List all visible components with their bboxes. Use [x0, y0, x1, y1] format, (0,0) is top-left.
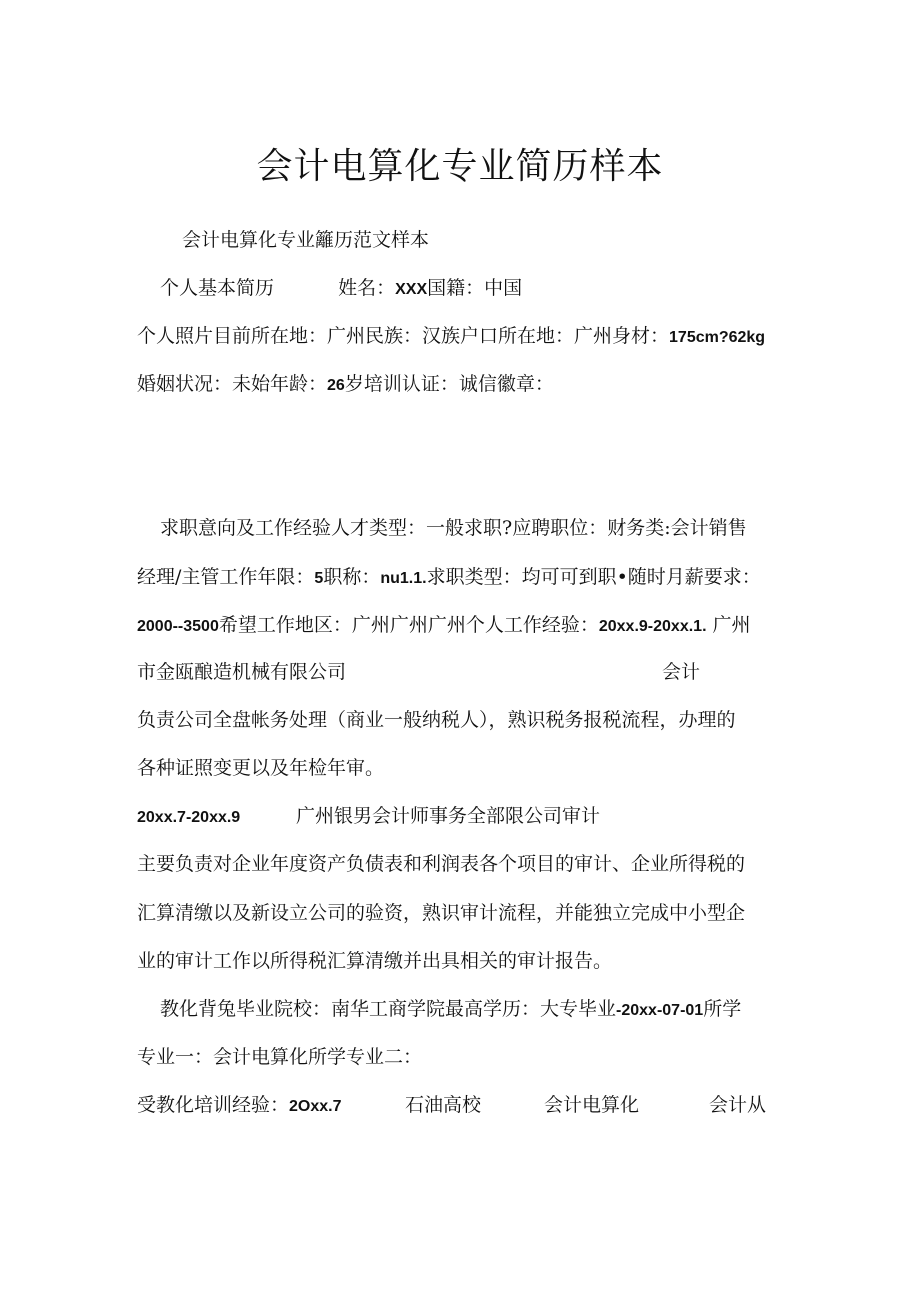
name-prefix: 姓名：	[338, 277, 396, 299]
subtitle: 会计电算化专业籬历范文样本	[182, 229, 430, 251]
marriage-line	[137, 372, 554, 398]
basic-label: 个人基本简历	[160, 277, 275, 299]
duty-1-line-2: 各种证照变更以及年检年审。	[137, 757, 385, 779]
grad-date: -20xx-07-01	[616, 1002, 704, 1019]
document-title: 会计电算化专业简历样本	[256, 146, 664, 187]
age-value: 26	[327, 377, 345, 394]
job-line-2a: 经理/主管工作年限：	[137, 566, 315, 588]
period-2-line	[137, 804, 240, 830]
title-code: nu1.1.	[380, 570, 427, 587]
training-school: 石油高校	[405, 1094, 482, 1116]
duty-1-line-1: 负责公司全盘帐务处理（商业一般纳税人），熟识税务报税流程，办理的	[137, 709, 736, 731]
education-line-1b: 所学	[703, 998, 742, 1020]
marriage-text-b: 岁培训认证：诚信徽章：	[344, 373, 554, 395]
job-line-3b: 广州	[706, 614, 751, 636]
training-cert: 会计从	[709, 1094, 767, 1116]
company-2: 广州银男会计师事务全部限公司审计	[296, 805, 601, 827]
company-1: 市金瓯酿造机械有限公司	[137, 661, 347, 683]
training-line	[137, 1093, 342, 1119]
height-weight: 175cm?62kg	[669, 329, 766, 346]
period-1: 20xx.9-20xx.1.	[598, 618, 707, 635]
job-line-2	[137, 565, 761, 591]
position-1: 会计	[662, 661, 701, 683]
basic-info-line	[160, 276, 522, 302]
photo-location-line	[137, 324, 765, 350]
job-line-2b: 职称：	[323, 566, 381, 588]
job-line-2c: 求职类型：均可可到职•随时月薪要求：	[426, 566, 761, 588]
nationality: 国籍：中国	[427, 277, 523, 299]
education-line-2: 专业一：会计电算化所学专业二：	[137, 1046, 423, 1068]
duty-2-line-3: 业的审计工作以所得税汇算清缴并出具相关的审计报告。	[137, 950, 613, 972]
education-line-1	[160, 997, 741, 1023]
training-date: 2Oxx.7	[289, 1098, 342, 1115]
job-line-3a: 希望工作地区：广州广州广州个人工作经验：	[218, 614, 599, 636]
training-label: 受教化培训经验：	[137, 1094, 290, 1116]
duty-2-line-2: 汇算清缴以及新设立公司的验资，熟识审计流程，并能独立完成中小型企	[137, 902, 746, 924]
salary-value: 2000--3500	[137, 618, 219, 635]
education-line-1a: 教化背兔毕业院校：南华工商学院最高学历：大专毕业	[160, 998, 617, 1020]
training-major: 会计电算化	[544, 1094, 640, 1116]
duty-2-line-1: 主要负责对企业年度资产负债表和利润表各个项目的审计、企业所得税的	[137, 853, 746, 875]
photo-location-text: 个人照片目前所在地：广州民族：汉族户口所在地：广州身材：	[137, 325, 670, 347]
marriage-text-a: 婚姻状况：未始年龄：	[137, 373, 328, 395]
years-value: 5	[314, 570, 324, 587]
period-2: 20xx.7-20xx.9	[137, 809, 241, 826]
job-line-3	[137, 613, 751, 639]
name-value: XXX	[395, 281, 428, 298]
job-line-1: 求职意向及工作经验人才类型：一般求职?应聘职位：财务类:会计销售	[160, 517, 747, 539]
